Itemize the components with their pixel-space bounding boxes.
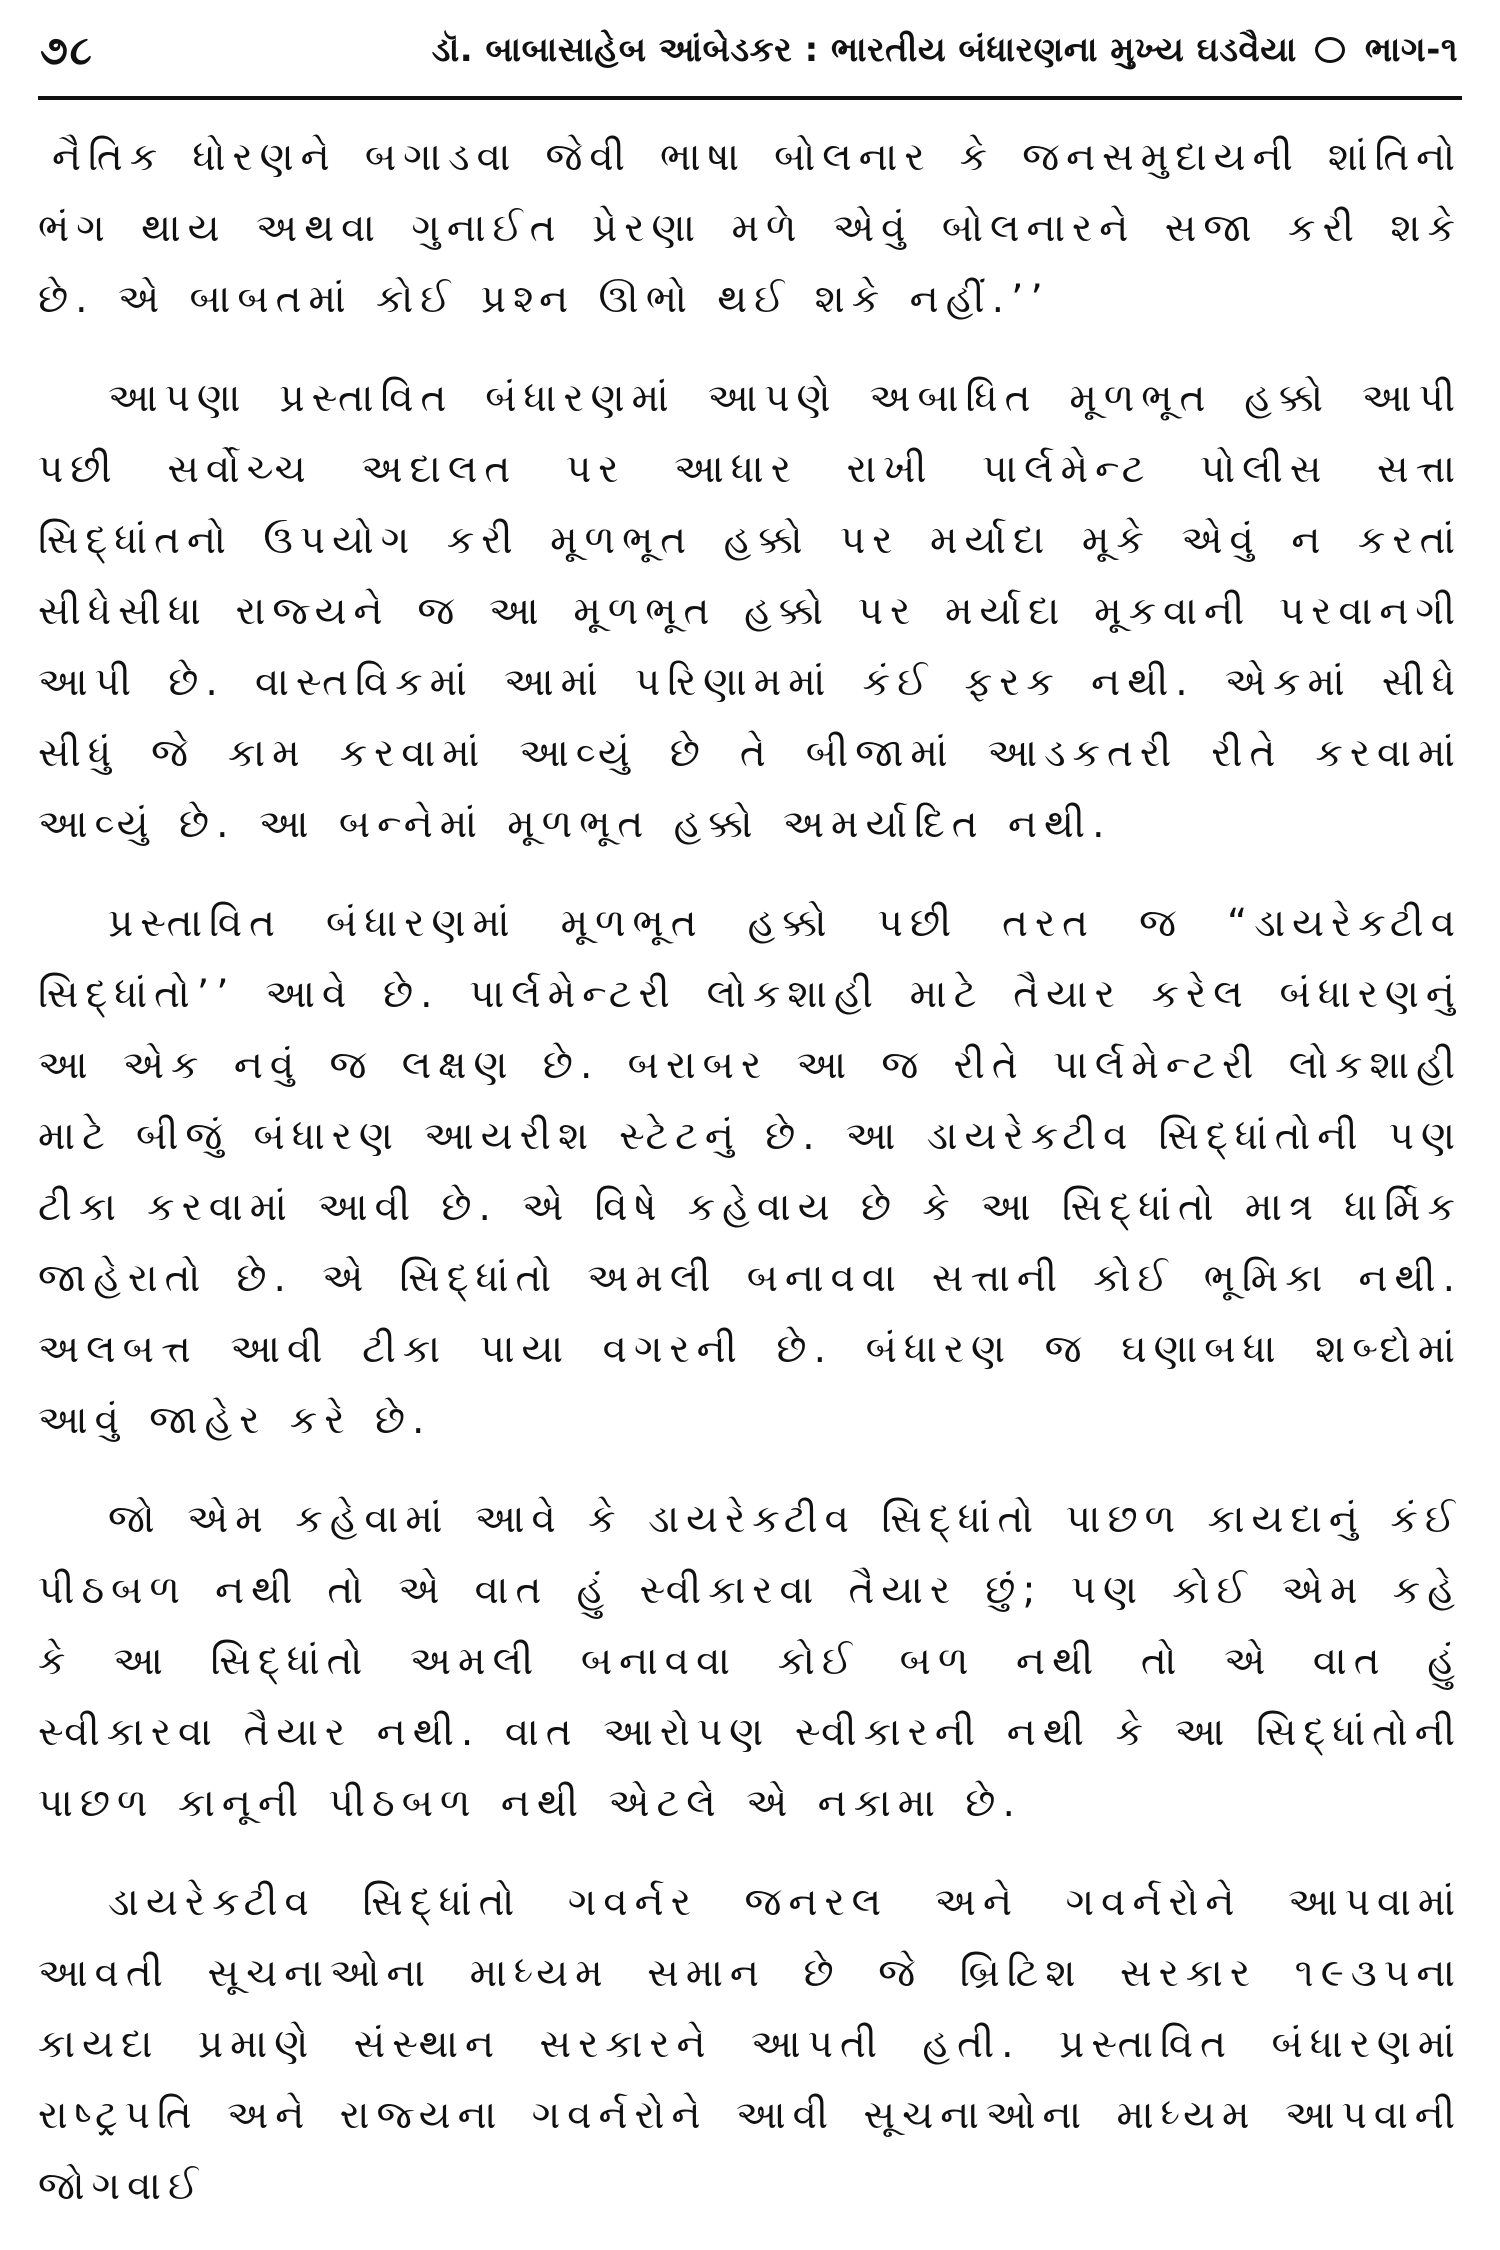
paragraph: આપણા પ્રસ્તાવિત બંધારણમાં આપણે અબાધિત મૂળભૂત હક્કો આપી પછી સર્વોચ્ચ અદાલત પર આધાર રાખી પાર્લમેન્ટ પોલીસ સત્તા સિદ્ધાંતનો ઉપયોગ કરી મૂળભૂત હક્કો પર મર્યાદા મૂકે એવું ન કરતાં સીધેસીધા રાજ્યને જ આ મૂળભૂત હક્કો પર મર્યાદા મૂકવાની પરવાનગી આપી છે. વાસ્તવિકમાં આમાં પરિણામમાં કંઈ ફરક નથી. એકમાં સીધે સીધું જે કામ કરવામાં આવ્યું છે તે બીજામાં આડકતરી રીતે કરવામાં આવ્યું છે. આ બન્નેમાં મૂળભૂત હક્કો અમર્યાદિત નથી. xyxy=(38,376,1462,847)
open-circle-icon xyxy=(1315,37,1345,63)
paragraph: ડાયરેક્ટીવ સિદ્ધાંતો ગવર્નર જનરલ અને ગવર્નરોને આપવામાં આવતી સૂચનાઓના માધ્યમ સમાન છે જે બ્રિટિશ સરકાર ૧૯૩૫ના કાયદા પ્રમાણે સંસ્થાન સરકારને આપતી હતી. પ્રસ્તાવિત બંધારણમાં રાષ્ટ્રપતિ અને રાજ્યના ગવર્નરોને આવી સૂચનાઓના માધ્યમ આપવાની જોગવાઈ xyxy=(38,1880,1462,2209)
part-label: ભાગ-૧ xyxy=(1364,30,1458,70)
running-head xyxy=(432,30,1458,70)
page-header xyxy=(38,18,1462,100)
running-title: ડૉ. બાબાસાહેબ આંબેડકર : ભારતીય બંધારણના મુખ્ય ઘડવૈયા xyxy=(431,30,1297,70)
body-text xyxy=(38,122,1462,2250)
paragraph: પ્રસ્તાવિત બંધારણમાં મૂળભૂત હક્કો પછી તરત જ “ડાયરેક્ટીવ સિદ્ધાંતો’’ આવે છે. પાર્લમેન્ટરી લોકશાહી માટે તૈયાર કરેલ બંધારણનું આ એક નવું જ લક્ષણ છે. બરાબર આ જ રીતે પાર્લમેન્ટરી લોકશાહી માટે બીજું બંધારણ આયરીશ સ્ટેટનું છે. આ ડાયરેક્ટીવ સિદ્ધાંતોની પણ ટીકા કરવામાં આવી છે. એ વિષે કહેવાય છે કે આ સિદ્ધાંતો માત્ર ધાર્મિક જાહેરાતો છે. એ સિદ્ધાંતો અમલી બનાવવા સત્તાની કોઈ ભૂમિકા નથી. અલબત્ત આવી ટીકા પાયા વગરની છે. બંધારણ જ ઘણાબધા શબ્દોમાં આવું જાહેર કરે છે. xyxy=(38,901,1462,1443)
paragraph-continued: નૈતિક ધોરણને બગાડવા જેવી ભાષા બોલનાર કે જનસમુદાયની શાંતિનો ભંગ થાય અથવા ગુનાઈત પ્રેરણા મળે એવું બોલનારને સજા કરી શકે છે. એ બાબતમાં કોઈ પ્રશ્ન ઊભો થઈ શકે નહીં.’’ xyxy=(38,135,1462,322)
paragraph: જો એમ કહેવામાં આવે કે ડાયરેક્ટીવ સિદ્ધાંતો પાછળ કાયદાનું કંઈ પીઠબળ નથી તો એ વાત હું સ્વીકારવા તૈયાર છું; પણ કોઈ એમ કહે કે આ સિદ્ધાંતો અમલી બનાવવા કોઈ બળ નથી તો એ વાત હું સ્વીકારવા તૈયાર નથી. વાત આરોપણ સ્વીકારની નથી કે આ સિદ્ધાંતોની પાછળ કાનૂની પીઠબળ નથી એટલે એ નકામા છે. xyxy=(38,1497,1462,1826)
book-page xyxy=(38,18,1462,2209)
page-number: ૭૮ xyxy=(40,28,94,74)
